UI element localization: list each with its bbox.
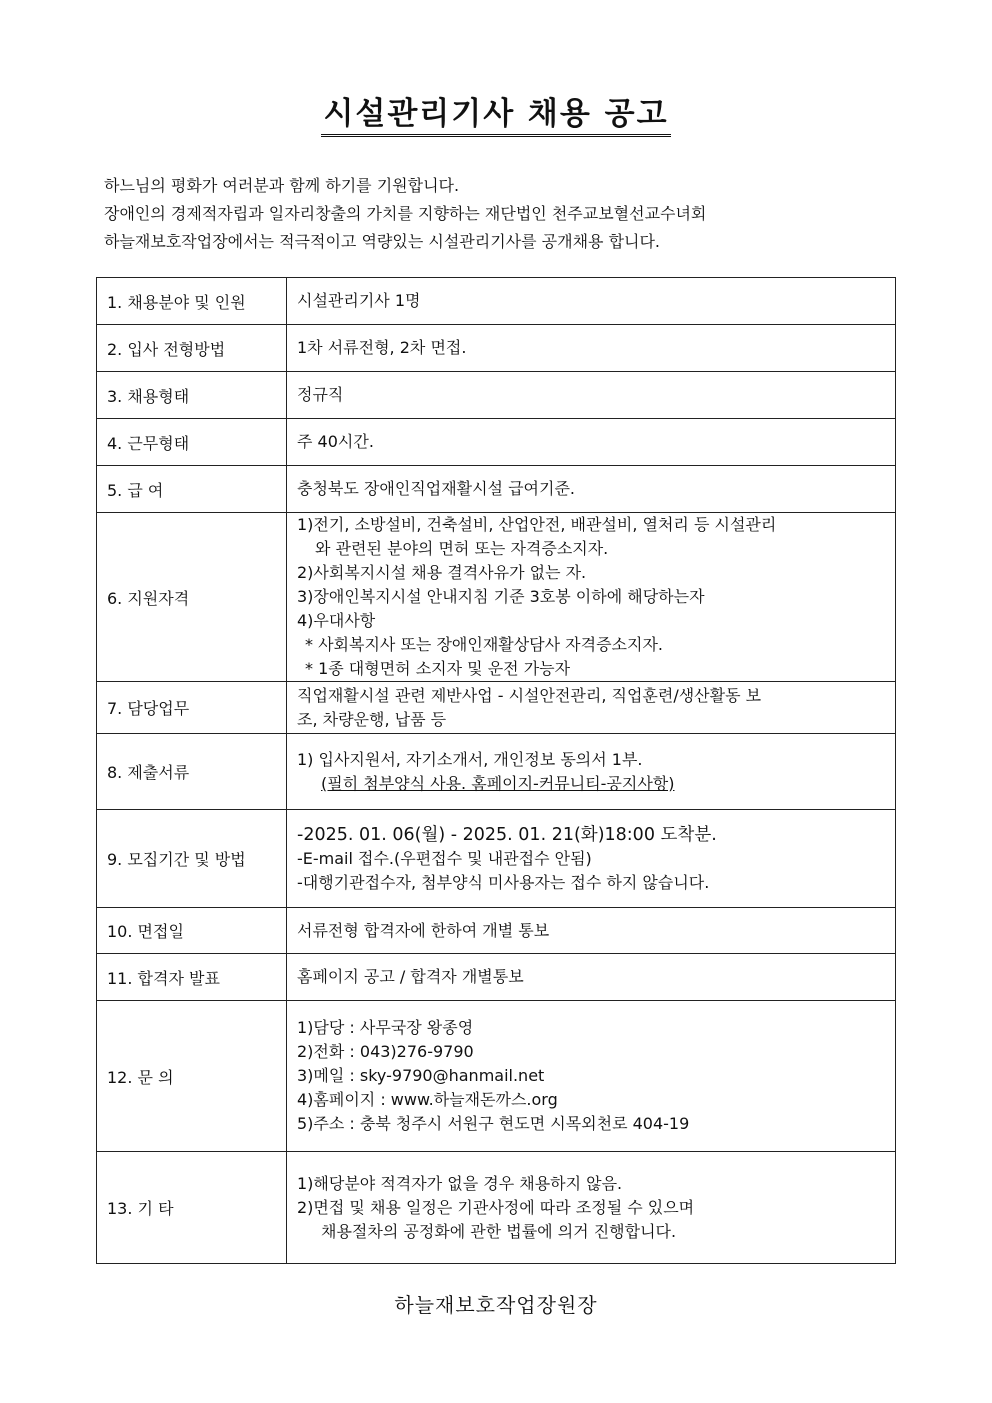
notice-title: 시설관리기사 채용 공고 bbox=[321, 96, 670, 137]
value-line: 2)면접 및 채용 일정은 기관사정에 따라 조정될 수 있으며 bbox=[297, 1197, 695, 1217]
row-label: 7. 담당업무 bbox=[97, 682, 287, 734]
row-label: 8. 제출서류 bbox=[97, 734, 287, 810]
row-value bbox=[287, 908, 896, 954]
value-line: 1차 서류전형, 2차 면접. bbox=[297, 338, 467, 357]
table-row bbox=[97, 734, 896, 810]
table-row bbox=[97, 419, 896, 466]
table-row bbox=[97, 1001, 896, 1152]
row-label: 13. 기 타 bbox=[97, 1152, 287, 1264]
value-line: 2)전화 : 043)276-9790 bbox=[297, 1042, 474, 1061]
row-label: 1. 채용분야 및 인원 bbox=[97, 278, 287, 325]
row-label: 2. 입사 전형방법 bbox=[97, 325, 287, 372]
value-line: -E-mail 접수.(우편접수 및 내관접수 안됨) bbox=[297, 848, 592, 868]
value-line: 시설관리기사 1명 bbox=[297, 291, 421, 310]
row-value bbox=[287, 278, 896, 325]
value-line: 1)해당분야 적격자가 없을 경우 채용하지 않음. bbox=[297, 1173, 623, 1193]
row-value bbox=[287, 419, 896, 466]
value-line: 3)메일 : sky-9790@hanmail.net bbox=[297, 1066, 545, 1085]
value-line: -대행기관접수자, 첨부양식 미사용자는 접수 하지 않습니다. bbox=[297, 872, 710, 892]
value-line: 채용절차의 공정화에 관한 법률에 의거 진행합니다. bbox=[321, 1221, 677, 1241]
value-line: -2025. 01. 06(월) - 2025. 01. 21(화)18:00 도착분. bbox=[297, 824, 717, 845]
value-line: (필히 첨부양식 사용. 홈페이지-커뮤니티-공지사항) bbox=[321, 773, 675, 793]
value-line: 1)전기, 소방설비, 건축설비, 산업안전, 배관설비, 열처리 등 시설관리 bbox=[297, 515, 777, 534]
value-line: * 1종 대형면허 소지자 및 운전 가능자 bbox=[305, 659, 571, 678]
value-line: 1)담당 : 사무국장 왕종영 bbox=[297, 1018, 474, 1037]
row-value bbox=[287, 1001, 896, 1152]
value-line: 홈페이지 공고 / 합격자 개별통보 bbox=[297, 967, 524, 986]
table-row bbox=[97, 954, 896, 1001]
value-line: 4)홈페이지 : www.하늘재돈까스.org bbox=[297, 1090, 558, 1109]
row-value bbox=[287, 372, 896, 419]
value-line: 주 40시간. bbox=[297, 432, 374, 451]
row-label: 10. 면접일 bbox=[97, 908, 287, 954]
value-line: 5)주소 : 충북 청주시 서원구 현도면 시목외천로 404-19 bbox=[297, 1114, 690, 1133]
value-line: 조, 차량운행, 납품 등 bbox=[297, 709, 447, 729]
recruitment-table bbox=[96, 277, 896, 1264]
intro-line: 하느님의 평화가 여러분과 함께 하기를 기원합니다. bbox=[104, 176, 460, 195]
row-label: 4. 근무형태 bbox=[97, 419, 287, 466]
intro-line: 하늘재보호작업장에서는 적극적이고 역량있는 시설관리기사를 공개채용 합니다. bbox=[104, 232, 661, 251]
row-label: 5. 급 여 bbox=[97, 466, 287, 513]
table-row bbox=[97, 372, 896, 419]
row-label: 6. 지원자격 bbox=[97, 513, 287, 682]
row-value bbox=[287, 466, 896, 513]
table-row bbox=[97, 810, 896, 908]
value-line: 서류전형 합격자에 한하여 개별 통보 bbox=[297, 920, 550, 940]
row-label: 12. 문 의 bbox=[97, 1001, 287, 1152]
table-row bbox=[97, 325, 896, 372]
row-label: 11. 합격자 발표 bbox=[97, 954, 287, 1001]
table-row bbox=[97, 466, 896, 513]
row-value bbox=[287, 810, 896, 908]
notice-title-wrap bbox=[0, 88, 992, 133]
table-row bbox=[97, 513, 896, 682]
row-value bbox=[287, 1152, 896, 1264]
table-row bbox=[97, 1152, 896, 1264]
row-value bbox=[287, 513, 896, 682]
issuer-signature: 하늘재보호작업장원장 bbox=[394, 1293, 598, 1317]
intro-line: 장애인의 경제적자립과 일자리창출의 가치를 지향하는 재단법인 천주교보혈선교수녀회 bbox=[104, 204, 707, 223]
value-line: 3)장애인복지시설 안내지침 기준 3호봉 이하에 해당하는자 bbox=[297, 587, 705, 606]
row-label: 9. 모집기간 및 방법 bbox=[97, 810, 287, 908]
value-line: 정규직 bbox=[297, 385, 344, 404]
value-line: 1) 입사지원서, 자기소개서, 개인정보 동의서 1부. bbox=[297, 749, 643, 769]
row-value bbox=[287, 682, 896, 734]
table-row bbox=[97, 278, 896, 325]
row-value bbox=[287, 325, 896, 372]
value-line: * 사회복지사 또는 장애인재활상담사 자격증소지자. bbox=[305, 635, 664, 654]
row-value bbox=[287, 734, 896, 810]
value-line: 직업재활시설 관련 제반사업 - 시설안전관리, 직업훈련/생산활동 보 bbox=[297, 685, 762, 705]
value-line: 와 관련된 분야의 면허 또는 자격증소지자. bbox=[315, 539, 609, 558]
value-line: 2)사회복지시설 채용 결격사유가 없는 자. bbox=[297, 563, 587, 582]
value-line: 충청북도 장애인직업재활시설 급여기준. bbox=[297, 479, 576, 498]
table-row bbox=[97, 908, 896, 954]
intro-paragraph bbox=[104, 172, 904, 256]
row-value bbox=[287, 954, 896, 1001]
value-line: 4)우대사항 bbox=[297, 611, 376, 630]
row-label: 3. 채용형태 bbox=[97, 372, 287, 419]
table-row bbox=[97, 682, 896, 734]
